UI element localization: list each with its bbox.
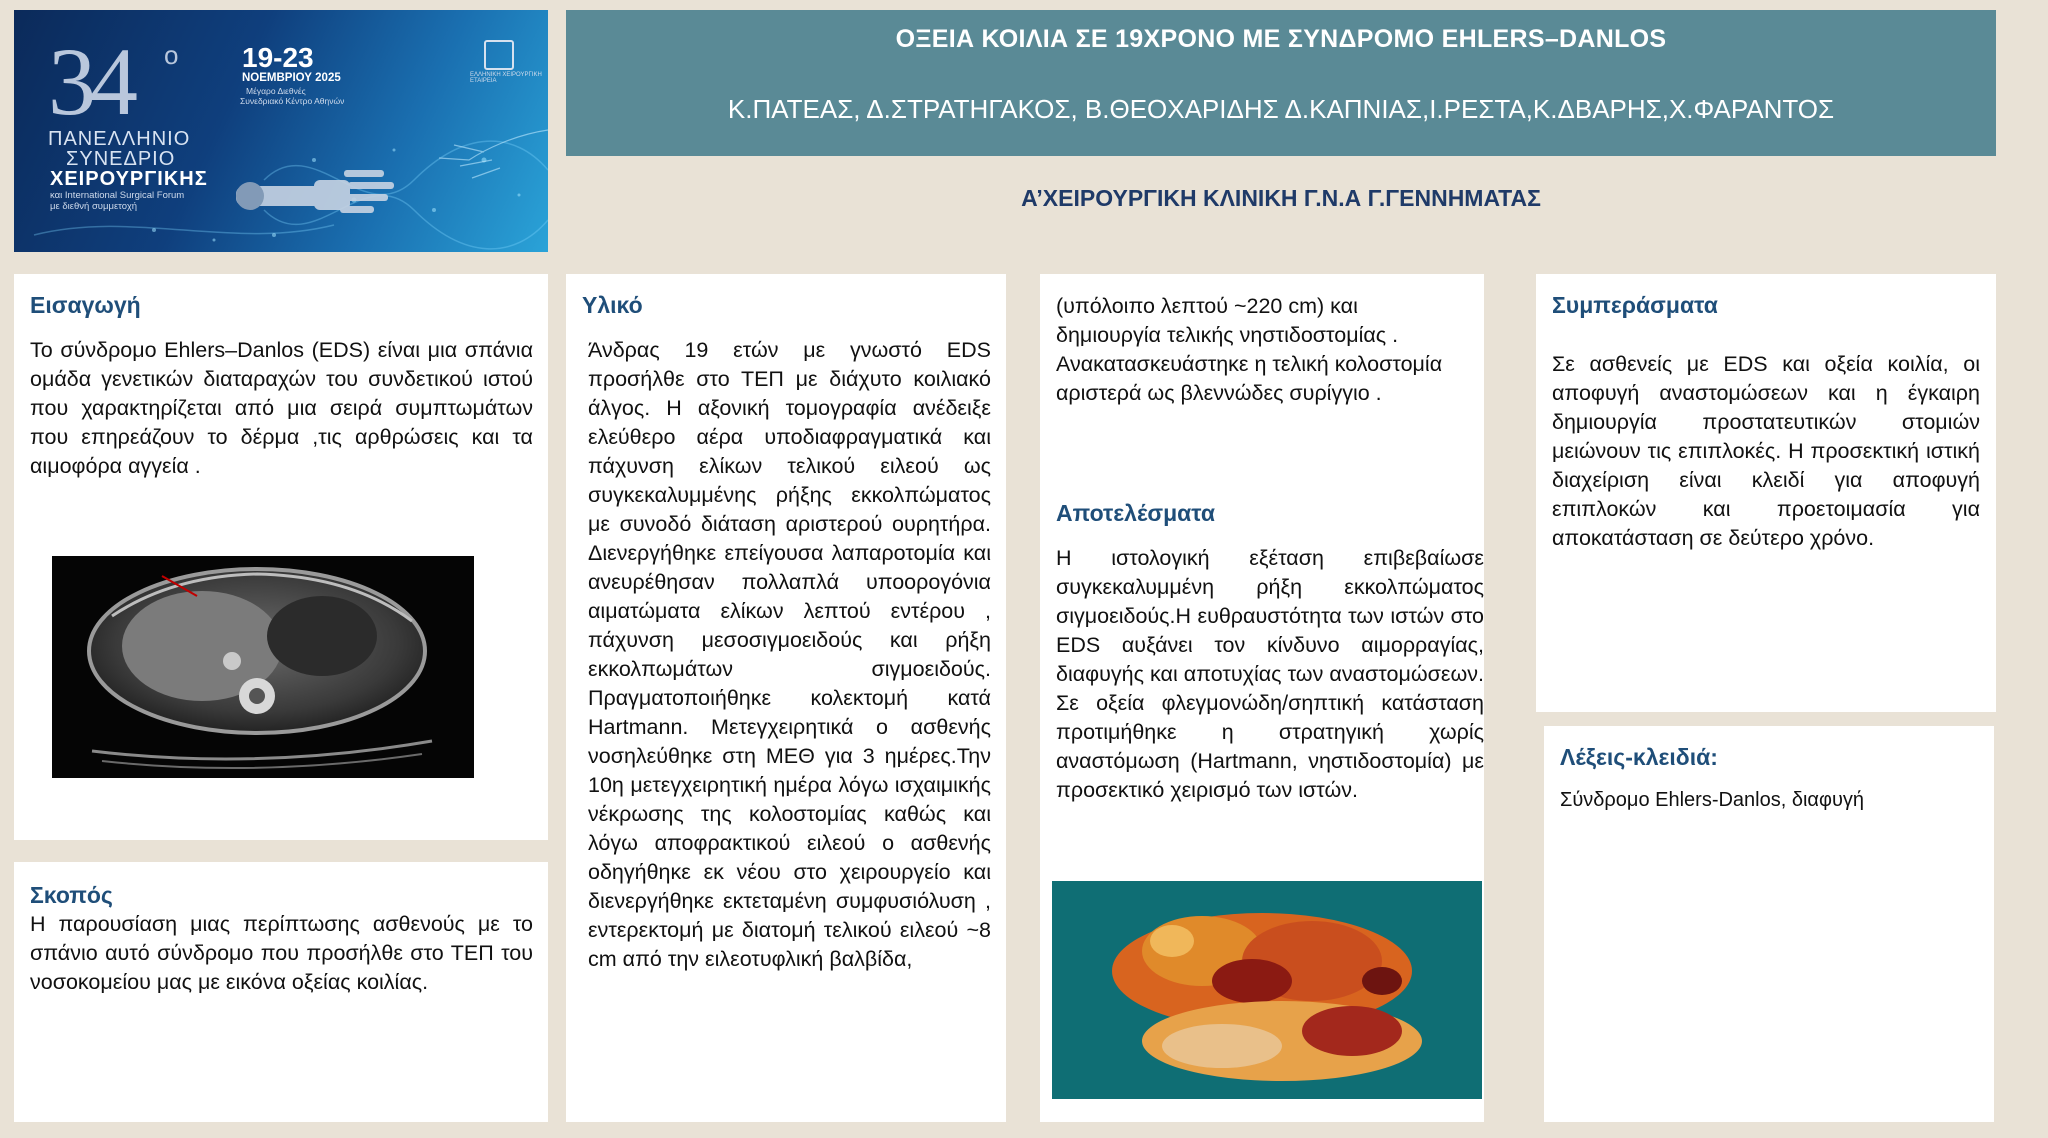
- logo-society: ΕΛΛΗΝΙΚΗ ΧΕΙΡΟΥΡΓΙΚΗ ΕΤΑΙΡΕΙΑ: [470, 72, 542, 84]
- intro-text: Το σύνδρομο Ehlers–Danlos (EDS) είναι μια σπάνια ομάδα γενετικών διαταραχών του συνδετικού ιστού που χαρακτηρίζεται από μια σειρά συμπτωμάτων που επηρεάζουν το δέρμα ,τις αρθρώσεις και τα αιμοφόρα αγγεία .: [30, 338, 533, 478]
- logo-line-surgery: ΧΕΙΡΟΥΡΓΙΚΗΣ: [50, 168, 208, 190]
- intro-heading: Εισαγωγή: [30, 292, 141, 318]
- logo-month: ΝΟΕΜΒΡΙΟΥ 2025: [242, 72, 341, 84]
- keywords-text: Σύνδρομο Ehlers-Danlos, διαφυγή: [1560, 789, 1865, 811]
- results-heading: Αποτελέσματα: [1056, 500, 1216, 526]
- logo-dates: 19-23: [242, 42, 314, 73]
- surgical-specimen-image: [1052, 881, 1482, 1099]
- ct-scan-image: [52, 556, 474, 778]
- material-text: Άνδρας 19 ετών με γνωστό EDS προσήλθε στο ΤΕΠ με διάχυτο κοιλιακό άλγος. Η αξονική τομογραφία ανέδειξε ελεύθερο αέρα υποδιαφραγματικά και πάχυνση ελίκων τελικού ειλεού ως συγκεκαλυμμένης ρήξης εκκολπώματος με συνοδό διάταση αριστερού ουρητήρα. Διενεργήθηκε επείγουσα λαπαροτομία και ανευρέθησαν πολλαπλά υποορογόνια αιματώματα ελίκων λεπτού εντέρου , πάχυνση μεσοσιγμοειδούς και ρήξη εκκολπωμάτων σιγμοειδούς. Πραγματοποιήθηκε κολεκτομή κατά Hartmann. Μετεγχειρητικά ο ασθενής νοσηλεύθηκε στη ΜΕΘ για 3 ημέρες.Την 10η μετεγχειρητική ημέρα λόγω ισχαιμικής νέκρωσης της κολοστομίας καθώς και λόγω αποφρακτικού ειλεού ο ασθενής οδηγήθηκε εκ νέου στο χειρουργείο και διενεργήθηκε εκτεταμένη συμφυσιόλυση , εντερεκτομή με διατομή τελικού ειλεού ~8 cm από την ειλεοτυφλική βαλβίδα,: [588, 338, 991, 971]
- logo-line-congress: ΣΥΝΕΔΡΙΟ: [66, 148, 176, 170]
- logo-venue-line1: Μέγαρο Διεθνές: [246, 86, 306, 96]
- poster-title: ΟΞΕΙΑ ΚΟΙΛΙΑ ΣΕ 19ΧΡΟΝΟ ΜΕ ΣΥΝΔΡΟΜΟ EHLERS–DANLOS: [895, 25, 1667, 53]
- title-banner: [566, 10, 1996, 156]
- conclusions-heading: Συμπεράσματα: [1552, 292, 1718, 318]
- poster-authors: Κ.ΠΑΤΕΑΣ, Δ.ΣΤΡΑΤΗΓΑΚΟΣ, Β.ΘΕΟΧΑΡΙΔΗΣ Δ.ΚΑΠΝΙΑΣ,Ι.ΡΕΣΤΑ,Κ.ΔΒΑΡΗΣ,Χ.ΦΑΡΑΝΤΟΣ: [727, 94, 1835, 124]
- conference-logo: [14, 10, 548, 252]
- aim-text: Η παρουσίαση μιας περίπτωσης ασθενούς με το σπάνιο αυτό σύνδρομο που προσήλθε στο ΤΕΠ του νοσοκομείου μας με εικόνα οξείας κοιλίας.: [30, 912, 533, 994]
- robotic-hand-icon: [236, 170, 394, 213]
- logo-line-international: με διεθνή συμμετοχή: [50, 201, 138, 212]
- logo-degree: ο: [164, 40, 179, 70]
- results-text: Η ιστολογική εξέταση επιβεβαίωσε συγκεκαλυμμένη ρήξη εκκολπώματος σιγμοειδούς.Η ευθραυστότητα των ιστών στο EDS αυξάνει τον κίνδυνο αιμορραγίας, διαφυγής και αποτυχίας των αναστομώσεων. Σε οξεία φλεγμονώδη/σηπτική κατάσταση προτιμήθηκε η στρατηγική χωρίς αναστόμωση (Hartmann, νηστιδοστομία) με προσεκτικό χειρισμό των ιστών.: [1056, 546, 1484, 802]
- material-heading: Υλικό: [582, 292, 643, 318]
- logo-line-panhellenic: ΠΑΝΕΛΛΗΝΙΟ: [48, 128, 191, 150]
- society-emblem-icon: [484, 40, 514, 70]
- logo-number: 34: [48, 28, 132, 135]
- material-text-continued: (υπόλοιπο λεπτού ~220 cm) και δημιουργία τελικής νηστιδοστομίας . Ανακατασκευάστηκε η τελική κολοστομία αριστερά ως βλεννώδες συρίγγιο .: [1056, 294, 1443, 405]
- poster-institution: Α’ΧΕΙΡΟΥΡΓΙΚΗ ΚΛΙΝΙΚΗ Γ.Ν.Α Γ.ΓΕΝΝΗΜΑΤΑΣ: [1021, 185, 1541, 211]
- logo-line-forum: και International Surgical Forum: [50, 190, 185, 201]
- keywords-heading: Λέξεις-κλειδιά:: [1560, 744, 1718, 770]
- logo-venue-line2: Συνεδριακό Κέντρο Αθηνών: [240, 96, 345, 106]
- conclusions-text: Σε ασθενείς με EDS και οξεία κοιλία, οι αποφυγή αναστομώσεων και η έγκαιρη δημιουργία προστατευτικών στομιών μειώνουν τις επιπλοκές. Η προσεκτική ιστική διαχείριση είναι κλειδί για αποφυγή επιπλοκών και προετοιμασία για αποκατάσταση σε δεύτερο χρόνο.: [1552, 352, 1980, 550]
- aim-heading: Σκοπός: [30, 882, 113, 908]
